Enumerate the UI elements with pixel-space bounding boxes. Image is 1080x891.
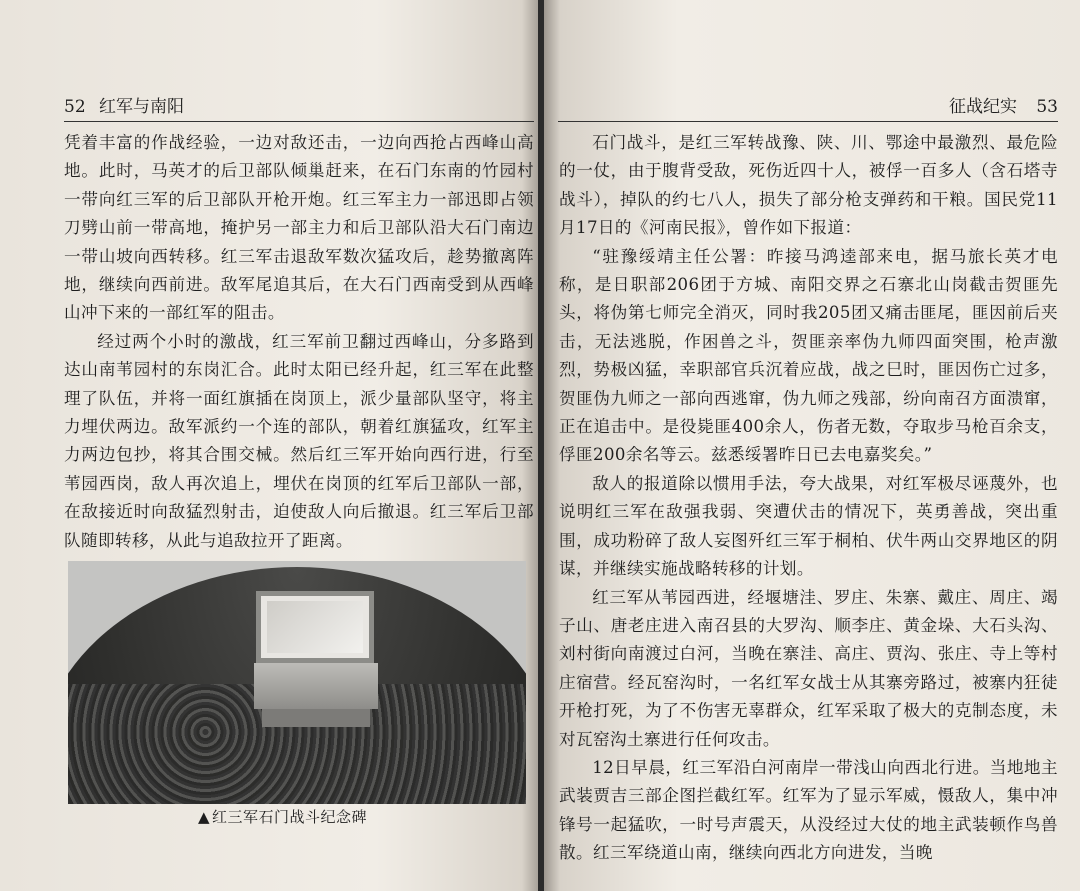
triangle-icon: ▲ [198, 808, 211, 826]
paragraph: 红三军从苇园西进，经堰塘洼、罗庄、朱寨、戴庄、周庄、竭子山、唐老庄进入南召县的大罗沟、顺李庄、黄金垛、大石头沟、刘村街向南渡过白河，当晚在寨洼、高庄、贾沟、张庄、寺上等村庄宿营。经瓦窑沟时，一名红军女战士从其寨旁路过，被寨内狂徒开枪打死，为了不伤害无辜群众，红军采取了极大的克制态度，未对瓦窑沟土寨进行任何攻击。 [559, 587, 1058, 749]
left-page [0, 0, 538, 891]
running-head: 征战纪实 [948, 97, 1017, 117]
paragraph: 石门战斗，是红三军转战豫、陕、川、鄂途中最激烈、最危险的一仗，由于腹背受敌，死伤近四十人，被俘一百多人（含石塔寺战斗），掉队的约七八人，损失了部分枪支弹药和干粮。国民党11月17日的《河南民报》，曾作如下报道： [559, 133, 1058, 238]
page-number: 52 [64, 97, 86, 117]
paragraph: 凭着丰富的作战经验，一边对敌还击，一边向西抢占西峰山高地。此时，马英才的后卫部队倾巢赶来，在石门东南的竹园村一带向红三军的后卫部队开枪开炮。红三军主力一部迅即占领刀劈山前一带高地，掩护另一部主力和后卫部队沿大石门南边一带山坡向西转移。红三军击退敌军数次猛攻后，趁势撤离阵地，继续向西前进。敌军尾追其后，在大石门西南受到从西峰山冲下来的一部红军的阻击。 [64, 133, 534, 323]
paragraph: 经过两个小时的激战，红三军前卫翻过西峰山，分多路到达山南苇园村的东岗汇合。此时太阳已经升起，红三军在此整理了队伍，并将一面红旗插在岗顶上，派少量部队坚守，将主力埋伏两边。敌军派约一个连的部队，朝着红旗猛攻，红军主力两边包抄，将其合围交械。然后红三军开始向西行进，行至苇园西岗，敌人再次追上，埋伏在岗顶的红军后卫部队一部，在敌接近时向敌猛烈射击，迫使敌人向后撤退。红三军后卫部队随即转移，从此与追敌拉开了距离。 [64, 331, 534, 550]
photo-caption-text: 红三军石门战斗纪念碑 [212, 808, 368, 826]
right-page [544, 0, 1080, 891]
monument-photo [68, 561, 526, 804]
paragraph: “驻豫绥靖主任公署：昨接马鸿逵部来电，据马旅长英才电称，是日职部206团于方城、南阳交界之石寨北山岗截击贺匪先头，将伪第七师完全消灭，同时我205团又痛击匪尾，匪因前后夹击，无法逃脱，作困兽之斗，贺匪亲率伪九师四面突围，枪声激烈，势极凶猛，幸职部官兵沉着应战，战之巳时，匪因伤亡过多，贺匪伪九师之一部向西逃窜，伪九师之残部，纷向南召方面溃窜，正在追击中。是役毙匪400余人，伤者无数，夺取步马枪百余支，俘匪200余名等云。兹悉绥署昨日已去电嘉奖矣。” [559, 246, 1058, 465]
right-page-header [558, 92, 1058, 122]
monument-base [254, 663, 378, 709]
photo-caption [198, 806, 367, 827]
monument-tablet [256, 591, 374, 663]
left-page-header [64, 92, 534, 122]
running-head: 红军与南阳 [99, 97, 185, 117]
page-number: 53 [1036, 97, 1058, 117]
monument-plinth [262, 709, 370, 727]
paragraph: 敌人的报道除以惯用手法，夸大战果，对红军极尽诬蔑外，也说明红三军在敌强我弱、突遭伏击的情况下，英勇善战，突出重围，成功粉碎了敌人妄图歼红三军于桐柏、伏牛两山交界地区的阴谋，并继续实施战略转移的计划。 [559, 473, 1058, 579]
paragraph: 12日早晨，红三军沿白河南岸一带浅山向西北行进。当地地主武装贾吉三部企图拦截红军。红军为了显示军威，慑敌人，集中冲锋号一起猛吹，一时号声震天，从没经过大仗的地主武装顿作鸟兽散。红三军绕道山南，继续向西北方向进发，当晚 [559, 757, 1058, 863]
right-body-text [559, 129, 1058, 868]
left-body-text [64, 129, 534, 555]
